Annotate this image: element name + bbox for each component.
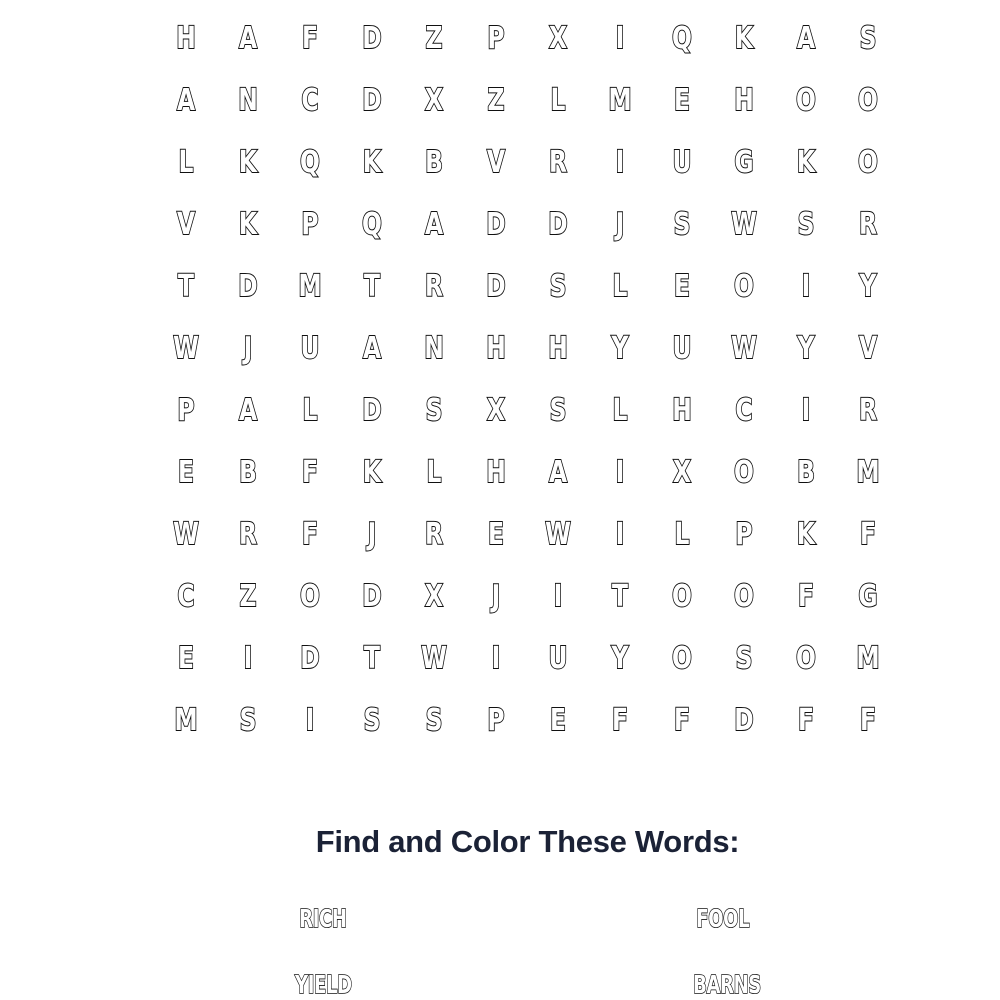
grid-letter[interactable]: D [548,207,568,242]
grid-letter[interactable]: S [425,703,443,738]
word-search-grid [155,8,899,752]
grid-letter[interactable]: K [362,455,382,490]
grid-letter[interactable]: F [302,517,318,552]
grid-letter[interactable]: Y [611,641,629,676]
grid-letter[interactable]: O [734,579,754,614]
grid-letter[interactable]: I [615,455,625,490]
grid-letter[interactable]: K [796,145,816,180]
grid-letter[interactable]: K [238,207,258,242]
grid-letter[interactable]: D [362,21,382,56]
grid-letter[interactable]: E [178,455,194,490]
grid-letter[interactable]: X [424,83,444,118]
grid-letter[interactable]: S [859,21,877,56]
grid-letter[interactable]: K [362,145,382,180]
grid-letter[interactable]: A [176,83,196,118]
grid-letter[interactable]: O [734,269,754,304]
grid-letter[interactable]: P [301,207,319,242]
grid-letter[interactable]: S [549,393,567,428]
grid-letter[interactable]: O [858,145,878,180]
grid-letter[interactable]: Q [300,145,320,180]
grid-letter[interactable]: S [549,269,567,304]
grid-letter[interactable]: I [615,517,625,552]
grid-letter[interactable]: L [178,145,194,180]
grid-letter[interactable]: H [734,83,754,118]
grid-letter[interactable]: C [301,83,319,118]
grid-letter[interactable]: L [302,393,318,428]
grid-letter[interactable]: H [486,455,506,490]
grid-letter[interactable]: M [856,455,880,490]
grid-letter[interactable]: G [858,579,878,614]
grid-letter[interactable]: F [674,703,690,738]
grid-letter[interactable]: T [364,641,380,676]
grid-letter[interactable]: K [734,21,754,56]
grid-letter[interactable]: W [173,331,199,366]
grid-letter[interactable]: E [488,517,504,552]
word-list-heading: Find and Color These Words: [315,824,740,859]
grid-letter[interactable]: X [486,393,506,428]
grid-letter[interactable]: P [177,393,195,428]
grid-letter[interactable]: C [177,579,195,614]
grid-letter[interactable]: T [612,579,628,614]
grid-letter[interactable]: J [367,517,377,552]
grid-letter[interactable]: O [796,83,816,118]
word-list-item: FOOL [696,904,750,933]
grid-letter[interactable]: T [364,269,380,304]
grid-letter[interactable]: A [424,207,444,242]
grid-letter[interactable]: R [858,393,878,428]
grid-letter[interactable]: B [425,145,443,180]
grid-letter[interactable]: L [674,517,690,552]
grid-letter[interactable]: W [731,207,757,242]
grid-letter[interactable]: G [734,145,754,180]
grid-letter[interactable]: X [424,579,444,614]
grid-letter[interactable]: I [305,703,315,738]
grid-letter[interactable]: F [798,703,814,738]
grid-letter[interactable]: V [858,331,878,366]
grid-letter[interactable]: F [612,703,628,738]
grid-letter[interactable]: D [362,393,382,428]
grid-letter[interactable]: U [672,331,692,366]
grid-letter[interactable]: F [860,517,876,552]
grid-letter[interactable]: Z [239,579,257,614]
grid-letter[interactable]: I [553,579,563,614]
grid-letter[interactable]: F [798,579,814,614]
grid-letter[interactable]: K [238,145,258,180]
grid-letter[interactable]: W [545,517,571,552]
grid-letter[interactable]: H [672,393,692,428]
grid-letter[interactable]: C [735,393,753,428]
grid-letter[interactable]: O [734,455,754,490]
grid-letter[interactable]: H [486,331,506,366]
grid-letter[interactable]: A [362,331,382,366]
grid-letter[interactable]: M [856,641,880,676]
grid-letter[interactable]: J [615,207,625,242]
grid-letter[interactable]: I [243,641,253,676]
grid-letter[interactable]: M [608,83,632,118]
grid-letter[interactable]: D [486,269,506,304]
grid-letter[interactable]: X [548,21,568,56]
grid-letter[interactable]: M [298,269,322,304]
grid-letter[interactable]: F [302,455,318,490]
grid-letter[interactable]: O [672,641,692,676]
grid-letter[interactable]: A [796,21,816,56]
grid-letter[interactable]: X [672,455,692,490]
grid-letter[interactable]: R [424,269,444,304]
grid-letter[interactable]: H [176,21,196,56]
grid-letter[interactable]: W [173,517,199,552]
grid-letter[interactable]: E [674,269,690,304]
grid-letter[interactable]: O [858,83,878,118]
grid-letter[interactable]: I [801,269,811,304]
grid-letter[interactable]: W [731,331,757,366]
grid-letter[interactable]: Y [859,269,877,304]
grid-letter[interactable]: U [548,641,568,676]
grid-letter[interactable]: A [238,21,258,56]
grid-letter[interactable]: P [735,517,753,552]
grid-letter[interactable]: Z [425,21,443,56]
grid-letter[interactable]: L [550,83,566,118]
grid-letter[interactable]: I [801,393,811,428]
word-list [0,895,1000,1000]
grid-letter[interactable]: R [424,517,444,552]
grid-letter[interactable]: B [797,455,815,490]
grid-letter[interactable]: N [424,331,444,366]
grid-letter[interactable]: S [673,207,691,242]
grid-letter[interactable]: K [796,517,816,552]
grid-letter[interactable]: L [612,269,628,304]
grid-letter[interactable]: I [615,21,625,56]
grid-letter[interactable]: F [302,21,318,56]
grid-letter[interactable]: E [674,83,690,118]
grid-letter[interactable]: D [238,269,258,304]
grid-letter[interactable]: Z [487,83,505,118]
grid-letter[interactable]: N [238,83,258,118]
grid-letter[interactable]: W [421,641,447,676]
grid-letter[interactable]: S [425,393,443,428]
grid-letter[interactable]: E [178,641,194,676]
grid-letter[interactable]: I [615,145,625,180]
grid-letter[interactable]: P [487,703,505,738]
word-list-item: BARNS [693,970,761,999]
grid-letter[interactable]: J [491,579,501,614]
grid-letter[interactable]: J [243,331,253,366]
grid-letter[interactable]: T [178,269,194,304]
grid-letter[interactable]: H [548,331,568,366]
grid-letter[interactable]: D [362,83,382,118]
grid-letter[interactable]: S [363,703,381,738]
grid-letter[interactable]: A [238,393,258,428]
grid-letter[interactable]: Y [611,331,629,366]
grid-letter[interactable]: A [548,455,568,490]
grid-letter[interactable]: Y [797,331,815,366]
grid-letter[interactable]: F [860,703,876,738]
word-list-item: RICH [299,904,347,933]
grid-letter[interactable]: S [797,207,815,242]
grid-letter[interactable]: D [734,703,754,738]
grid-letter[interactable]: D [486,207,506,242]
grid-letter[interactable]: O [300,579,320,614]
grid-letter[interactable]: R [858,207,878,242]
grid-letter[interactable]: I [491,641,501,676]
grid-letter[interactable]: O [796,641,816,676]
grid-letter[interactable]: L [612,393,628,428]
grid-letter[interactable]: S [239,703,257,738]
word-list-item: YIELD [295,970,352,999]
grid-letter[interactable]: S [735,641,753,676]
grid-letter[interactable]: O [672,579,692,614]
grid-letter[interactable]: E [550,703,566,738]
grid-letter[interactable]: P [487,21,505,56]
grid-letter[interactable]: R [238,517,258,552]
grid-letter[interactable]: Q [362,207,382,242]
grid-letter[interactable]: M [174,703,198,738]
grid-letter[interactable]: D [300,641,320,676]
grid-letter[interactable]: V [176,207,196,242]
grid-letter[interactable]: R [548,145,568,180]
grid-letter[interactable]: V [486,145,506,180]
grid-letter[interactable]: U [672,145,692,180]
grid-letter[interactable]: D [362,579,382,614]
grid-letter[interactable]: L [426,455,442,490]
grid-letter[interactable]: Q [672,21,692,56]
grid-letter[interactable]: B [239,455,257,490]
grid-letter[interactable]: U [300,331,320,366]
